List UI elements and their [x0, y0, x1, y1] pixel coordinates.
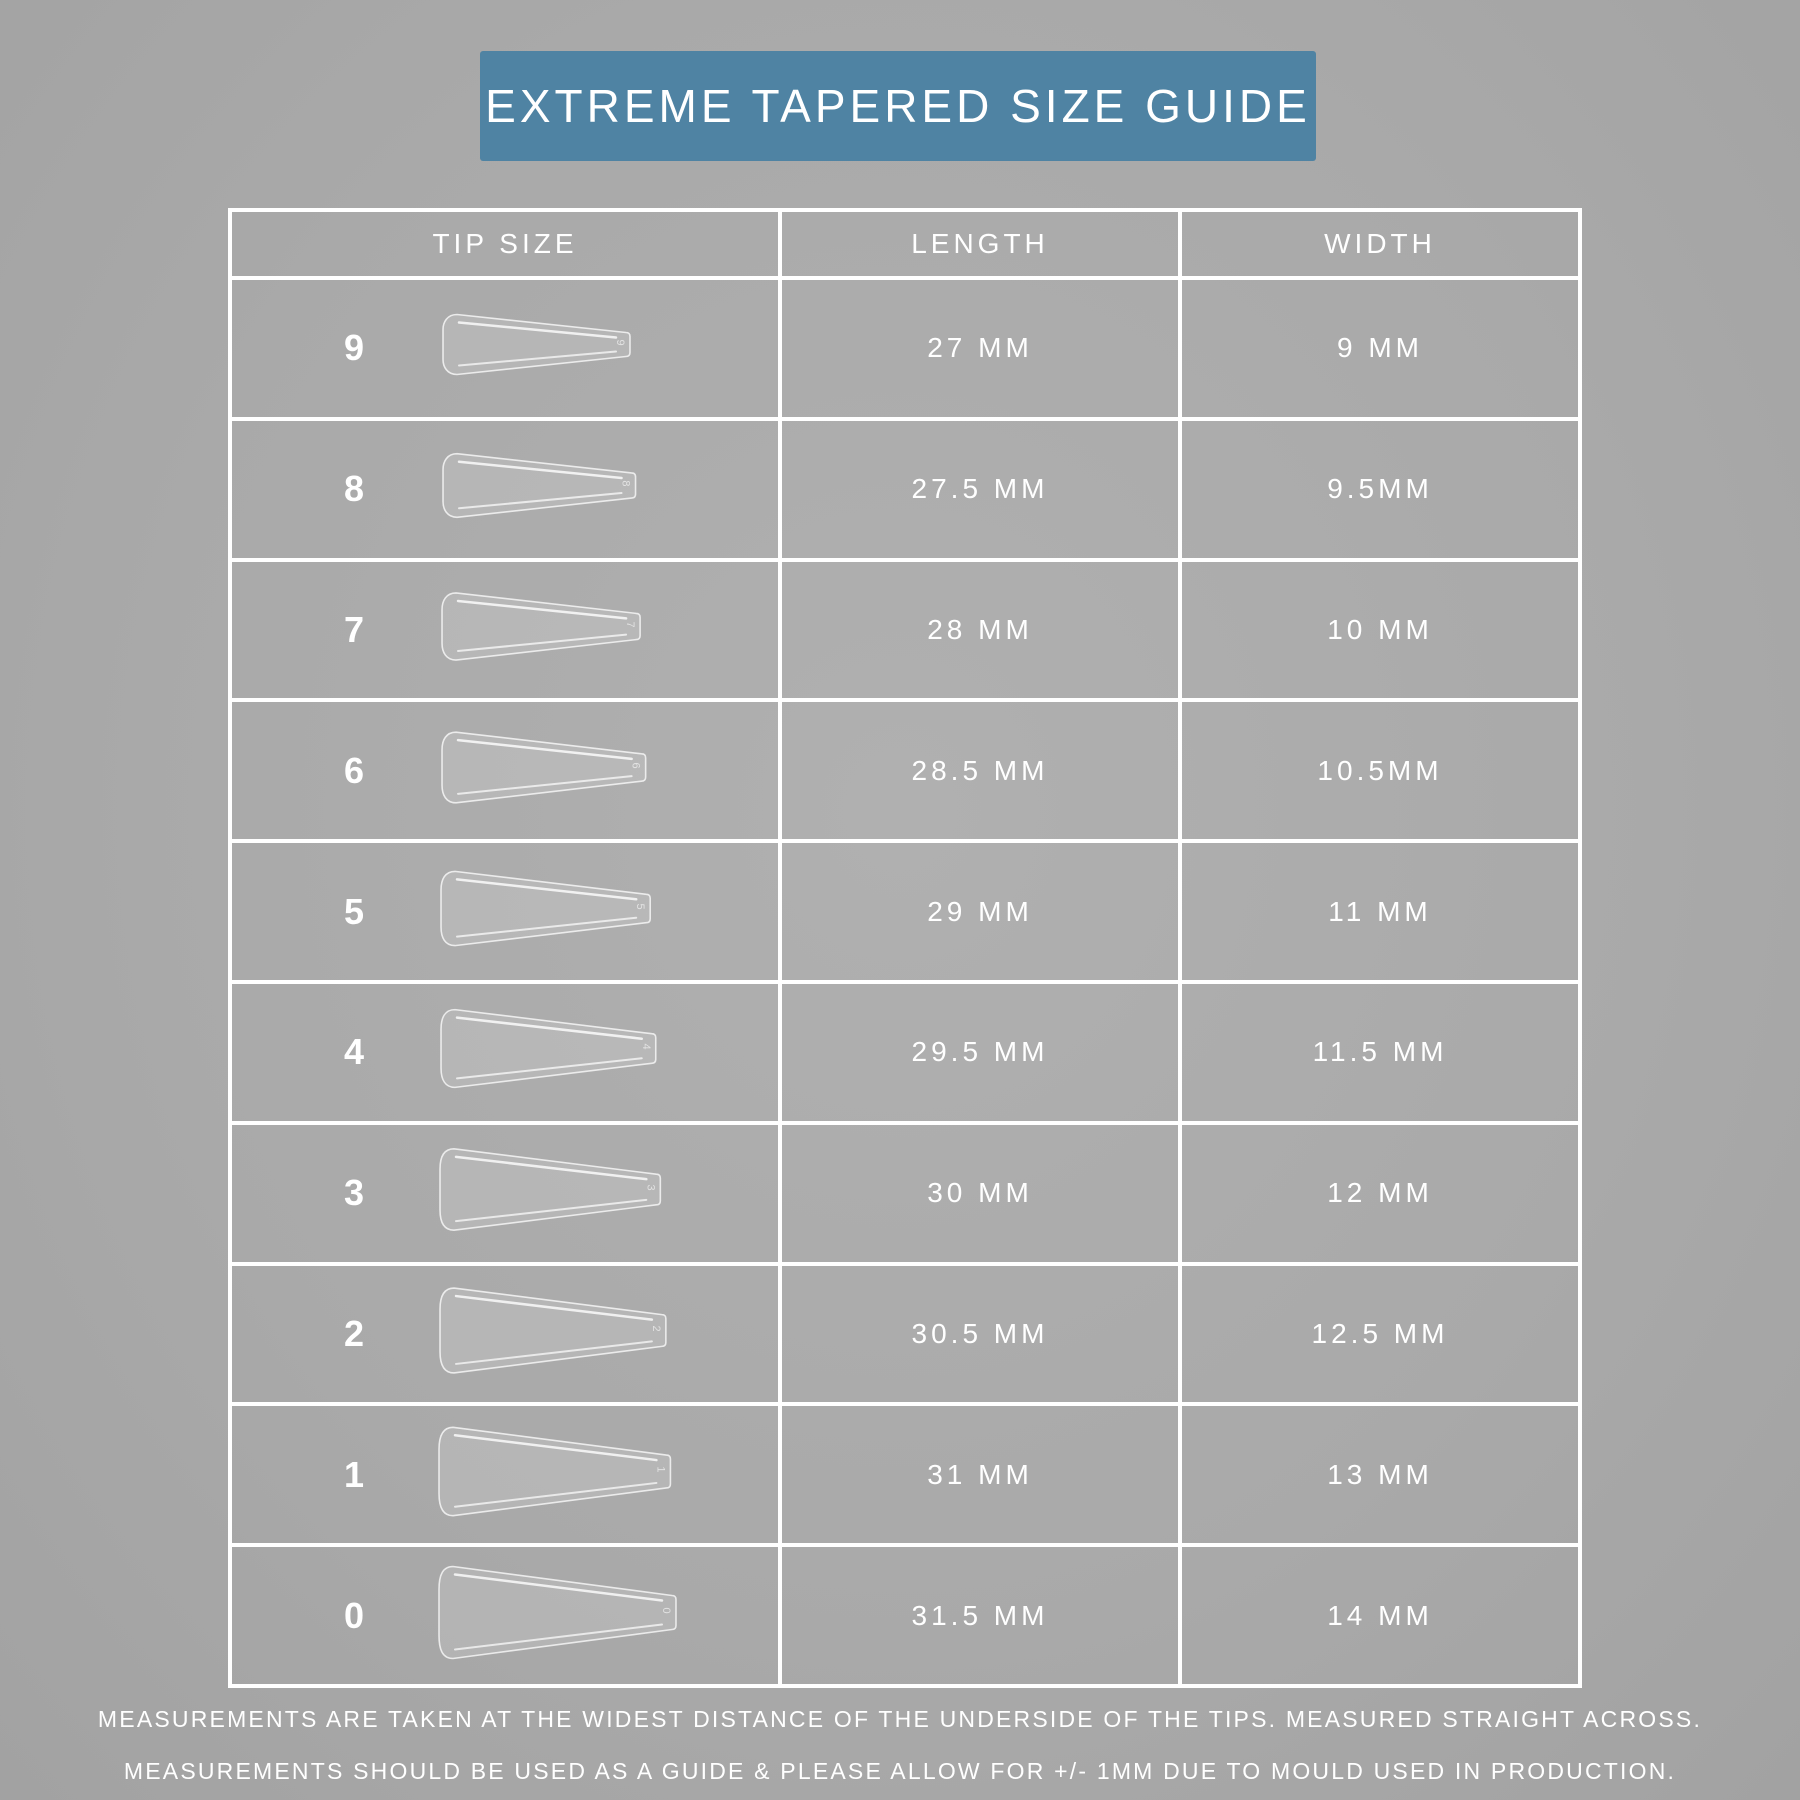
table-row	[230, 1404, 1580, 1545]
svg-text:6: 6	[629, 762, 642, 773]
tip-size-cell	[230, 419, 780, 560]
tip-size-cell	[230, 278, 780, 419]
tip-size-cell	[230, 1264, 780, 1405]
svg-text:5: 5	[634, 903, 647, 914]
length-cell: 28 MM	[780, 560, 1180, 701]
guide-disclaimer: MEASUREMENTS SHOULD BE USED AS A GUIDE & PLEASE ALLOW FOR +/- 1MM DUE TO MOULD USED IN PRODUCTION.	[123, 1758, 1677, 1784]
table-row	[230, 419, 1580, 560]
width-cell: 10.5MM	[1180, 700, 1580, 841]
length-cell: 27.5 MM	[780, 419, 1180, 560]
nail-tip-icon	[439, 589, 646, 671]
tip-size-cell	[230, 982, 780, 1123]
length-cell: 27 MM	[780, 278, 1180, 419]
tip-size-number: 2	[344, 1312, 365, 1354]
width-cell: 13 MM	[1180, 1404, 1580, 1545]
svg-text:9: 9	[614, 339, 626, 350]
tip-size-cell	[230, 841, 780, 982]
table-row	[230, 982, 1580, 1123]
svg-text:1: 1	[654, 1466, 667, 1477]
table-row	[230, 841, 1580, 982]
tip-size-cell	[230, 1123, 780, 1264]
tip-size-number: 8	[344, 468, 365, 510]
nail-tip-icon	[439, 728, 652, 814]
tip-size-number: 7	[344, 608, 365, 650]
nail-tip-icon	[440, 311, 636, 386]
length-cell: 31.5 MM	[780, 1545, 1180, 1686]
nail-tip-icon	[438, 867, 656, 956]
svg-text:0: 0	[660, 1607, 672, 1618]
width-cell: 9 MM	[1180, 278, 1580, 419]
tip-size-cell	[230, 1545, 780, 1686]
header-width: WIDTH	[1180, 210, 1580, 278]
length-cell: 29.5 MM	[780, 982, 1180, 1123]
table-row	[230, 1545, 1580, 1686]
length-cell: 28.5 MM	[780, 700, 1180, 841]
tip-size-number: 5	[344, 890, 365, 932]
nail-tip-icon	[436, 1423, 676, 1526]
width-cell: 11.5 MM	[1180, 982, 1580, 1123]
nail-tip-icon	[437, 1145, 666, 1241]
length-cell: 29 MM	[780, 841, 1180, 982]
width-cell: 11 MM	[1180, 841, 1580, 982]
nail-tip-icon	[438, 1006, 662, 1099]
header-tip-size: TIP SIZE	[230, 210, 780, 278]
tip-size-number: 6	[344, 749, 365, 791]
width-cell: 12.5 MM	[1180, 1264, 1580, 1405]
width-cell: 9.5MM	[1180, 419, 1580, 560]
tip-size-number: 4	[344, 1031, 365, 1073]
svg-text:2: 2	[649, 1325, 662, 1336]
table-body	[230, 278, 1580, 1686]
width-cell: 14 MM	[1180, 1545, 1580, 1686]
tip-size-number: 1	[344, 1453, 365, 1495]
tip-size-cell	[230, 560, 780, 701]
svg-text:4: 4	[639, 1043, 652, 1054]
page-title: EXTREME TAPERED SIZE GUIDE	[485, 80, 1311, 132]
measurement-note: MEASUREMENTS ARE TAKEN AT THE WIDEST DISTANCE OF THE UNDERSIDE OF THE TIPS. MEASURED STRAIGHT ACROSS.	[97, 1706, 1703, 1732]
width-cell: 10 MM	[1180, 560, 1580, 701]
nail-tip-icon	[440, 450, 642, 529]
tip-size-cell	[230, 700, 780, 841]
tip-size-number: 9	[344, 327, 365, 369]
tip-size-cell	[230, 1404, 780, 1545]
length-cell: 30 MM	[780, 1123, 1180, 1264]
length-cell: 31 MM	[780, 1404, 1180, 1545]
title-banner	[480, 51, 1316, 161]
tip-size-number: 3	[344, 1172, 365, 1214]
tip-size-number: 0	[344, 1594, 365, 1636]
header-length: LENGTH	[780, 210, 1180, 278]
svg-text:7: 7	[624, 621, 637, 632]
table-header-row	[230, 210, 1580, 278]
table-row	[230, 1264, 1580, 1405]
table-row	[230, 560, 1580, 701]
width-cell: 12 MM	[1180, 1123, 1580, 1264]
length-cell: 30.5 MM	[780, 1264, 1180, 1405]
nail-tip-icon	[436, 1562, 682, 1669]
svg-text:3: 3	[644, 1184, 657, 1195]
svg-text:8: 8	[619, 480, 632, 491]
table-row	[230, 700, 1580, 841]
table-row	[230, 1123, 1580, 1264]
table-row	[230, 278, 1580, 419]
size-guide-table	[228, 208, 1582, 1688]
nail-tip-icon	[437, 1284, 672, 1384]
